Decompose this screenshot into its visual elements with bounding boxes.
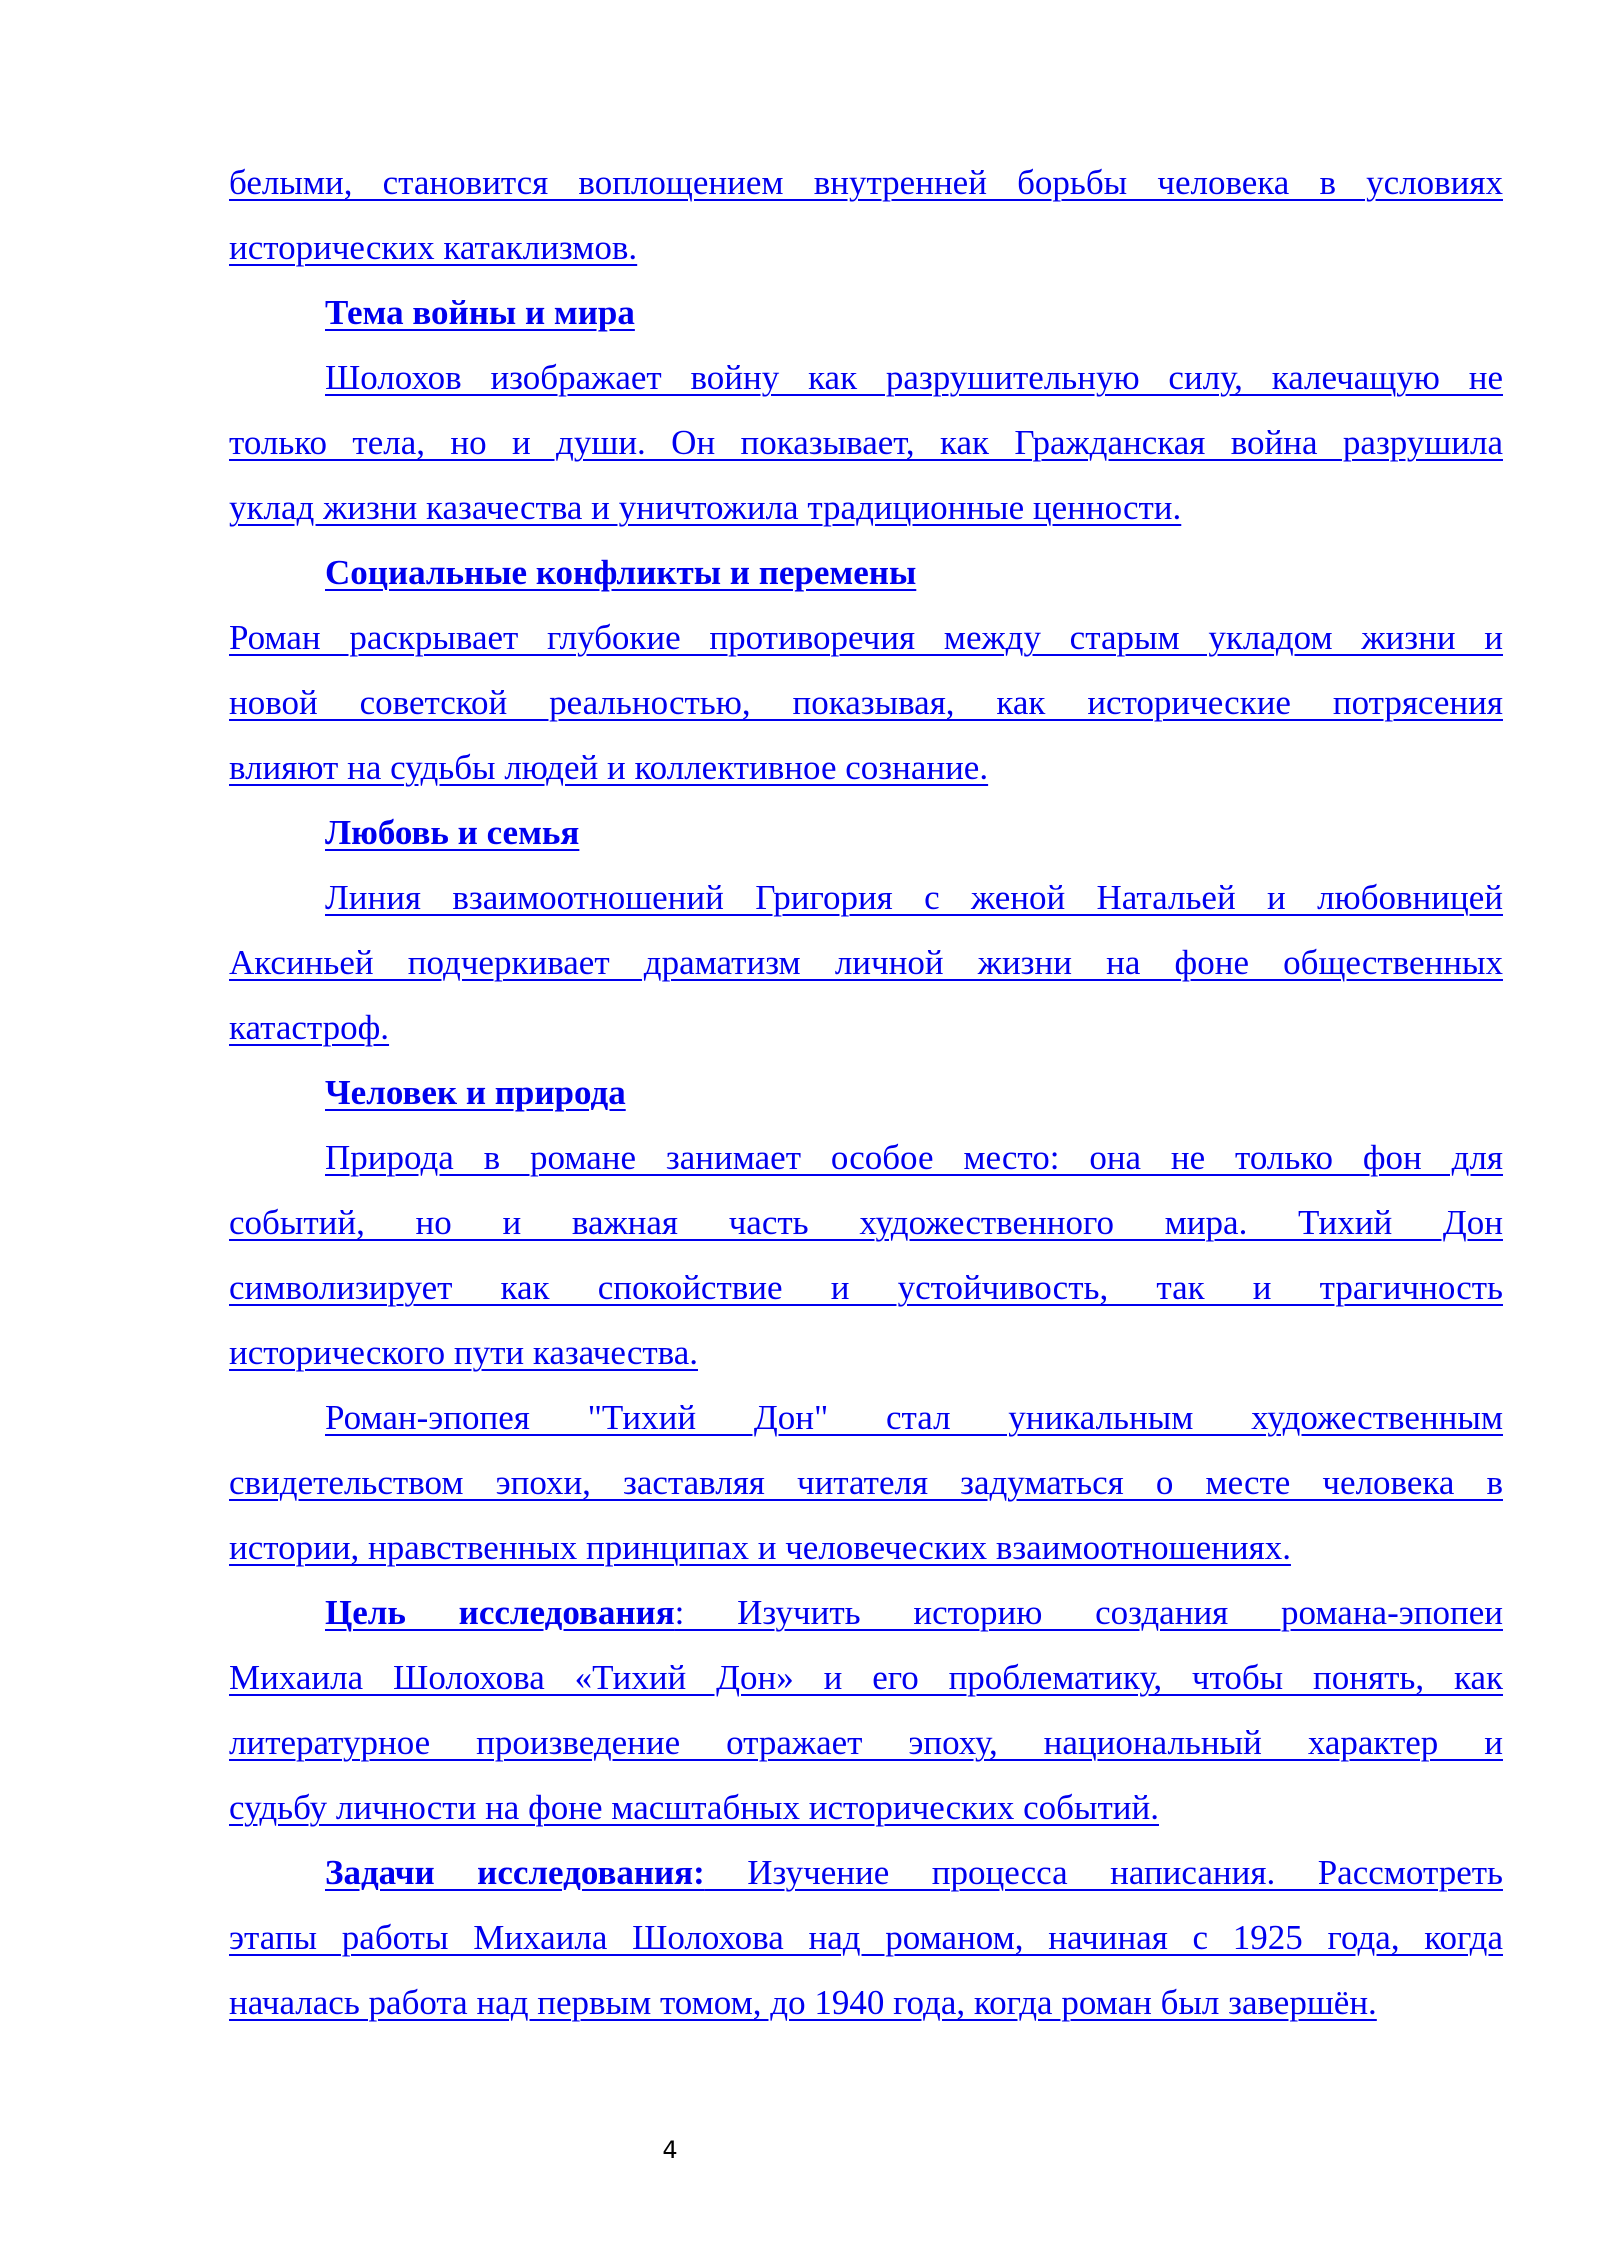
heading-text[interactable]: Любовь и семья — [325, 813, 580, 852]
link-text[interactable]: Аксиньей подчеркивает драматизм личной жизни на фоне общественных — [229, 943, 1503, 982]
text-line[interactable] — [229, 995, 1503, 1060]
research-goal-line[interactable] — [229, 1580, 1503, 1645]
text-line[interactable] — [229, 1645, 1503, 1710]
link-text[interactable]: новой советской реальностью, показывая, как исторические потрясения — [229, 683, 1503, 722]
link-text[interactable]: Роман раскрывает глубокие противоречия между старым укладом жизни и — [229, 618, 1503, 657]
link-text[interactable]: свидетельством эпохи, заставляя читателя задуматься о месте человека в — [229, 1463, 1503, 1502]
text-line[interactable] — [229, 865, 1503, 930]
text-line[interactable] — [229, 1515, 1503, 1580]
link-text[interactable]: Шолохов изображает войну как разрушительную силу, калечащую не — [325, 358, 1503, 397]
link-text[interactable]: истории, нравственных принципах и человеческих взаимоотношениях. — [229, 1528, 1291, 1567]
section-heading-nature[interactable] — [229, 1060, 1503, 1125]
text-line[interactable] — [229, 215, 1503, 280]
text-line[interactable] — [229, 1385, 1503, 1450]
text-line[interactable] — [229, 1190, 1503, 1255]
link-text[interactable]: Природа в романе занимает особое место: она не только фон для — [325, 1138, 1503, 1177]
heading-text[interactable]: Тема войны и мира — [325, 293, 635, 332]
section-heading-love[interactable] — [229, 800, 1503, 865]
page-number: 4 — [662, 2136, 678, 2164]
research-tasks-line[interactable] — [229, 1840, 1503, 1905]
link-text[interactable]: символизирует как спокойствие и устойчивость, так и трагичность — [229, 1268, 1503, 1307]
link-text[interactable]: влияют на судьбы людей и коллективное сознание. — [229, 748, 989, 787]
text-line[interactable] — [229, 1970, 1503, 2035]
text-line[interactable] — [229, 1905, 1503, 1970]
text-line[interactable] — [229, 605, 1503, 670]
section-heading-war-peace[interactable] — [229, 280, 1503, 345]
text-line[interactable] — [229, 1775, 1503, 1840]
link-text[interactable]: исторических катаклизмов. — [229, 228, 638, 267]
research-tasks-label[interactable]: Задачи исследования: — [325, 1853, 705, 1892]
heading-text[interactable]: Человек и природа — [325, 1073, 626, 1112]
text-line[interactable] — [229, 735, 1503, 800]
link-text[interactable]: событий, но и важная часть художественного мира. Тихий Дон — [229, 1203, 1503, 1242]
link-text[interactable]: исторического пути казачества. — [229, 1333, 698, 1372]
text-line[interactable] — [229, 930, 1503, 995]
text-line[interactable] — [229, 1450, 1503, 1515]
text-line[interactable] — [229, 150, 1503, 215]
link-text[interactable]: только тела, но и души. Он показывает, как Гражданская война разрушила — [229, 423, 1503, 462]
text-line[interactable] — [229, 1320, 1503, 1385]
research-goal-label[interactable]: Цель исследования — [325, 1593, 675, 1632]
link-text[interactable]: Изучение процесса написания. Рассмотреть — [704, 1853, 1503, 1892]
link-text[interactable]: литературное произведение отражает эпоху, национальный характер и — [229, 1723, 1503, 1762]
text-line[interactable] — [229, 1710, 1503, 1775]
link-text[interactable]: белыми, становится воплощением внутренней борьбы человека в условиях — [229, 163, 1503, 202]
link-text[interactable]: : Изучить историю создания романа-эпопеи — [674, 1593, 1503, 1632]
link-text[interactable]: Линия взаимоотношений Григория с женой Натальей и любовницей — [325, 878, 1503, 917]
link-text[interactable]: Роман-эпопея "Тихий Дон" стал уникальным художественным — [325, 1398, 1503, 1437]
link-text[interactable]: катастроф. — [229, 1008, 390, 1047]
heading-text[interactable]: Социальные конфликты и перемены — [325, 553, 917, 592]
text-line[interactable] — [229, 1255, 1503, 1320]
link-text[interactable]: судьбу личности на фоне масштабных исторических событий. — [229, 1788, 1159, 1827]
link-text[interactable]: началась работа над первым томом, до 1940 года, когда роман был завершён. — [229, 1983, 1377, 2022]
text-line[interactable] — [229, 670, 1503, 735]
link-text[interactable]: Михаила Шолохова «Тихий Дон» и его проблематику, чтобы понять, как — [229, 1658, 1503, 1697]
text-line[interactable] — [229, 410, 1503, 475]
text-line[interactable] — [229, 475, 1503, 540]
link-text[interactable]: этапы работы Михаила Шолохова над романом, начиная с 1925 года, когда — [229, 1918, 1503, 1957]
text-body — [229, 150, 1503, 2035]
link-text[interactable]: уклад жизни казачества и уничтожила традиционные ценности. — [229, 488, 1182, 527]
text-line[interactable] — [229, 1125, 1503, 1190]
section-heading-social[interactable] — [229, 540, 1503, 605]
text-line[interactable] — [229, 345, 1503, 410]
